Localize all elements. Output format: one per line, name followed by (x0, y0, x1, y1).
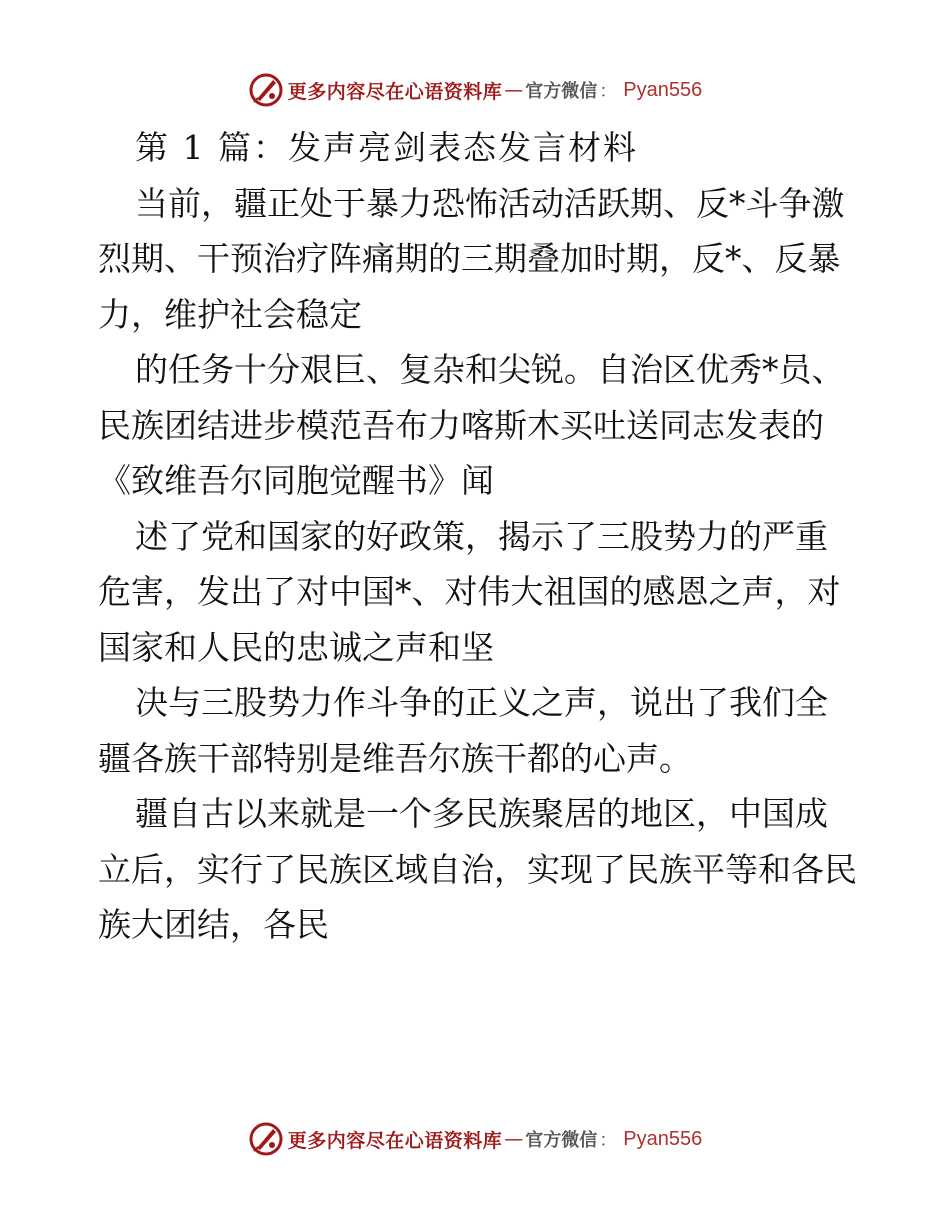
quill-pen-logo-icon (248, 1121, 284, 1157)
header-banner (0, 70, 950, 110)
paragraph: 的任务十分艰巨、复杂和尖锐。自治区优秀*员、民族团结进步模范吾布力喀斯木买吐送同志发表的《致维吾尔同胞觉醒书》闻 (98, 350, 845, 500)
banner-wechat-label: 官方微信 (525, 81, 598, 102)
paragraph: 当前，疆正处于暴力恐怖活动活跃期、反*斗争激烈期、干预治疗阵痛期的三期叠加时期，反*、反暴力，维护社会稳定 (98, 183, 845, 334)
paragraph: 疆自古以来就是一个多民族聚居的地区，中国成立后，实行了民族区域自治，实现了民族平等和各民族大团结，各民 (98, 794, 857, 944)
banner-main-text: 更多内容尽在心语资料库 (287, 1129, 503, 1152)
document-body (98, 120, 858, 953)
banner-separator: — (504, 79, 524, 101)
document-title: 第 1 篇：发声亮剑表态发言材料 (135, 128, 638, 167)
banner-colon: ： (599, 81, 618, 102)
banner-main-text: 更多内容尽在心语资料库 (287, 80, 503, 103)
banner-wechat-label: 官方微信 (525, 1130, 598, 1151)
paragraph: 述了党和国家的好政策，揭示了三股势力的严重危害，发出了对中国*、对伟大祖国的感恩之声，对国家和人民的忠诚之声和坚 (98, 516, 841, 667)
quill-pen-logo-icon (248, 72, 284, 108)
paragraph: 决与三股势力作斗争的正义之声，说出了我们全疆各族干部特别是维吾尔族干都的心声。 (98, 683, 828, 778)
banner-separator: — (504, 1128, 524, 1150)
banner-wechat-id: Pyan556 (623, 1127, 703, 1150)
footer-banner (0, 1119, 950, 1159)
banner-colon: ： (599, 1130, 618, 1151)
banner-wechat-id: Pyan556 (623, 78, 703, 101)
